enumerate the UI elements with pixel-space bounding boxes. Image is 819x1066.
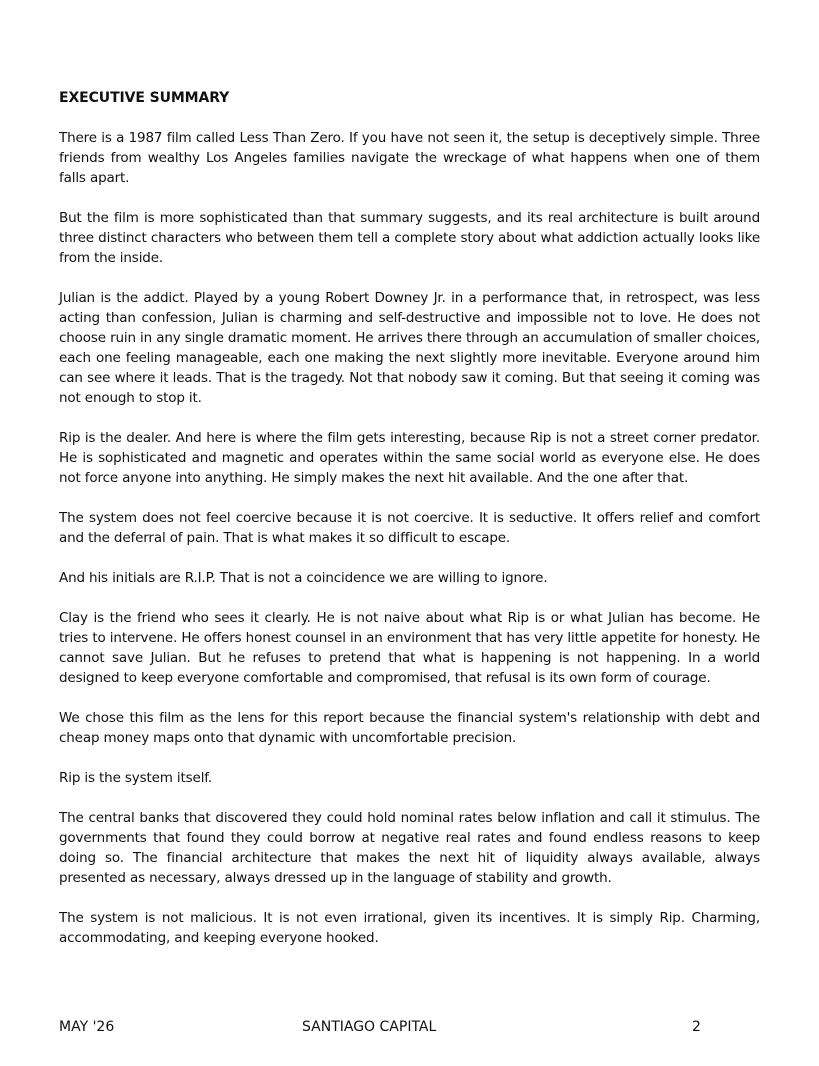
footer-page-number: 2 [692, 1019, 701, 1035]
paragraph-rip-system: Rip is the system itself. [59, 770, 213, 786]
paragraph-initials: And his initials are R.I.P. That is not a coincidence we are willing to ignore. [59, 570, 548, 586]
document-body [59, 88, 760, 968]
section-heading: EXECUTIVE SUMMARY [59, 90, 230, 106]
paragraph-lens: We chose this film as the lens for this report because the financial system's relationship with debt and cheap money maps onto that dynamic with uncomfortable precision. [59, 710, 760, 746]
paragraph-architecture: But the film is more sophisticated than that summary suggests, and its real architecture is built around three distinct characters who between them tell a complete story about what addiction actually looks like from the inside. [59, 210, 760, 266]
paragraph-intro: There is a 1987 film called Less Than Zero. If you have not seen it, the setup is deceptively simple. Three friends from wealthy Los Angeles families navigate the wreckage of what happens when one of them falls apart. [59, 130, 760, 186]
paragraph-julian: Julian is the addict. Played by a young Robert Downey Jr. in a performance that, in retrospect, was less acting than confession, Julian is charming and self-destructive and impossible not to love. He does not choose ruin in any single dramatic moment. He arrives there through an accumulation of smaller choices, each one feeling manageable, each one making the next slightly more inevitable. Everyone around him can see where it leads. That is the tragedy. Not that nobody saw it coming. But that seeing it coming was not enough to stop it. [59, 290, 760, 406]
footer-date: MAY '26 [59, 1019, 115, 1035]
paragraph-clay: Clay is the friend who sees it clearly. He is not naive about what Rip is or what Julian has become. He tries to intervene. He offers honest counsel in an environment that has very little appetite for honesty. He cannot save Julian. But he refuses to pretend that what is happening is not happening. In a world designed to keep everyone comfortable and compromised, that refusal is its own form of courage. [59, 610, 760, 686]
paragraph-conclusion: The system is not malicious. It is not even irrational, given its incentives. It is simply Rip. Charming, accommodating, and keeping everyone hooked. [59, 910, 760, 946]
page-footer [0, 1017, 819, 1037]
paragraph-central-banks: The central banks that discovered they could hold nominal rates below inflation and call it stimulus. The governments that found they could borrow at negative real rates and found endless reasons to keep doing so. The financial architecture that makes the next hit of liquidity always available, always presented as necessary, always dressed up in the language of stability and growth. [59, 810, 760, 886]
footer-firm-name: SANTIAGO CAPITAL [302, 1019, 437, 1035]
paragraph-system-seductive: The system does not feel coercive because it is not coercive. It is seductive. It offers relief and comfort and the deferral of pain. That is what makes it so difficult to escape. [59, 510, 760, 546]
paragraph-rip: Rip is the dealer. And here is where the film gets interesting, because Rip is not a street corner predator. He is sophisticated and magnetic and operates within the same social world as everyone else. He does not force anyone into anything. He simply makes the next hit available. And the one after that. [59, 430, 760, 486]
